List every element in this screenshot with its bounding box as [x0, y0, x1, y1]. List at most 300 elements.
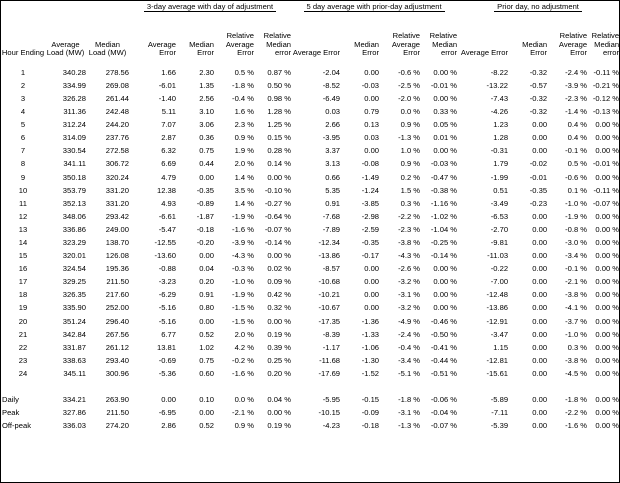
value-cell: -0.51 %: [430, 368, 458, 378]
value-cell: -0.1 %: [565, 146, 588, 156]
value-cell: -8.52: [322, 80, 341, 90]
value-cell: 0.00 %: [595, 224, 620, 234]
value-cell: -0.18: [196, 224, 214, 234]
table-row: [1, 92, 619, 105]
value-cell: -4.26: [490, 107, 509, 117]
value-cell: -0.01 %: [430, 80, 458, 90]
value-cell: 0.00: [161, 395, 176, 404]
value-cell: 0.03: [325, 107, 341, 117]
row-label-cell: 7: [20, 146, 26, 156]
value-cell: 0.00 %: [595, 355, 620, 365]
value-cell: -0.46 %: [430, 316, 458, 326]
value-cell: 126.08: [105, 251, 129, 261]
value-cell: -1.6 %: [232, 224, 254, 234]
value-cell: 242.48: [105, 107, 129, 117]
value-cell: 327.86: [62, 408, 86, 418]
value-cell: -2.2 %: [565, 408, 588, 418]
value-cell: 0.9 %: [234, 133, 254, 143]
value-cell: -0.06 %: [430, 395, 458, 404]
value-cell: -0.3 %: [232, 264, 254, 274]
value-cell: 4.93: [161, 198, 176, 208]
value-cell: -0.07 %: [430, 421, 458, 431]
value-cell: 323.29: [62, 237, 86, 247]
value-cell: 0.9 %: [400, 120, 421, 130]
header-hour-ending: Hour Ending: [1, 48, 45, 58]
value-cell: -4.3 %: [398, 251, 421, 261]
value-cell: -1.52: [361, 368, 380, 378]
value-cell: 263.90: [105, 395, 129, 404]
value-cell: 0.00 %: [433, 303, 458, 313]
row-label-cell: 19: [18, 303, 28, 313]
value-cell: -0.32: [529, 67, 548, 77]
value-cell: -0.41 %: [430, 342, 458, 352]
value-cell: -0.44 %: [430, 355, 458, 365]
value-cell: 1.4 %: [234, 198, 254, 208]
value-cell: 3.37: [325, 146, 341, 156]
value-cell: -0.23: [529, 198, 548, 208]
value-cell: 0.3 %: [567, 342, 588, 352]
header-relative-average-error-g1: Relative Average Error: [225, 30, 254, 58]
value-cell: 0.0 %: [400, 107, 421, 117]
value-cell: -0.01 %: [592, 159, 620, 169]
value-cell: -11.68: [319, 355, 341, 365]
value-cell: -3.8 %: [565, 290, 588, 300]
value-cell: -1.5 %: [232, 303, 254, 313]
value-cell: 0.51: [493, 185, 509, 195]
row-label-cell: 17: [18, 277, 28, 287]
value-cell: 320.24: [105, 172, 129, 182]
row-label-cell: 16: [18, 264, 28, 274]
value-cell: 5.11: [161, 107, 176, 117]
value-cell: -0.08: [361, 159, 380, 169]
value-cell: 0.00: [364, 146, 380, 156]
value-cell: 0.00 %: [595, 290, 620, 300]
row-label-cell: 11: [19, 198, 27, 208]
table-row: [1, 131, 619, 144]
value-cell: -0.69: [158, 355, 176, 365]
header-relative-median-error-g1: Relative Median error: [263, 30, 292, 58]
value-cell: -3.2 %: [398, 303, 421, 313]
value-cell: -5.39: [490, 421, 509, 431]
value-cell: -1.5 %: [232, 316, 254, 326]
value-cell: 353.79: [62, 185, 86, 195]
value-cell: 2.0 %: [234, 329, 254, 339]
value-cell: -0.03 %: [430, 159, 458, 169]
value-cell: -1.0 %: [565, 198, 588, 208]
value-cell: -2.04: [322, 67, 341, 77]
row-label-cell: 18: [18, 290, 28, 300]
row-label-cell: 13: [18, 224, 28, 234]
table-row: [1, 66, 619, 79]
value-cell: 0.00: [364, 290, 380, 300]
value-cell: -3.1 %: [398, 408, 421, 418]
value-cell: -0.8 %: [565, 224, 588, 234]
header-median-error-g3: Median Error: [522, 39, 548, 58]
value-cell: -0.03: [361, 80, 380, 90]
value-cell: 0.66: [325, 172, 341, 182]
value-cell: -0.32: [529, 93, 548, 103]
row-label-cell: 1: [20, 67, 26, 77]
value-cell: -10.21: [318, 290, 341, 300]
value-cell: -1.06: [361, 342, 380, 352]
value-cell: -0.01: [529, 172, 548, 182]
load-error-table: [1, 1, 619, 433]
value-cell: 320.01: [62, 251, 86, 261]
value-cell: 0.00: [364, 93, 380, 103]
value-cell: -0.64 %: [264, 211, 292, 221]
value-cell: 350.18: [62, 172, 86, 182]
value-cell: -1.33: [361, 329, 380, 339]
value-cell: 0.00: [364, 67, 380, 77]
value-cell: 0.03: [364, 133, 380, 143]
value-cell: 261.12: [105, 342, 129, 352]
value-cell: 334.21: [62, 395, 86, 404]
value-cell: -0.31: [490, 146, 509, 156]
value-cell: -0.4 %: [232, 93, 254, 103]
value-cell: -2.6 %: [398, 264, 421, 274]
value-cell: 0.19 %: [267, 329, 292, 339]
value-cell: 336.03: [62, 421, 86, 431]
value-cell: 348.06: [62, 211, 86, 221]
value-cell: 0.00 %: [595, 303, 620, 313]
value-cell: -2.4 %: [565, 67, 588, 77]
value-cell: 195.36: [105, 264, 129, 274]
value-cell: 300.96: [105, 368, 129, 378]
value-cell: -4.9 %: [398, 316, 421, 326]
value-cell: 324.54: [62, 264, 86, 274]
value-cell: -13.86: [486, 303, 509, 313]
value-cell: 0.00 %: [433, 93, 458, 103]
value-cell: 2.87: [161, 133, 176, 143]
value-cell: -12.91: [486, 316, 509, 326]
value-cell: 0.75: [199, 355, 214, 365]
value-cell: -0.50 %: [430, 329, 458, 339]
row-label-cell: 12: [18, 211, 28, 221]
value-cell: -1.9 %: [232, 290, 254, 300]
value-cell: 0.00: [364, 303, 380, 313]
value-cell: 1.28 %: [267, 107, 292, 117]
value-cell: 0.05 %: [433, 120, 458, 130]
summary-row: [1, 406, 619, 419]
value-cell: -3.8 %: [398, 237, 421, 247]
value-cell: 6.69: [161, 159, 176, 169]
value-cell: -0.10 %: [264, 185, 292, 195]
value-cell: 0.39 %: [267, 342, 292, 352]
value-cell: 352.13: [62, 198, 86, 208]
value-cell: 0.00: [532, 120, 548, 130]
value-cell: -4.1 %: [565, 303, 588, 313]
summary-row: [1, 393, 619, 406]
value-cell: -0.27 %: [264, 198, 292, 208]
value-cell: -2.5 %: [398, 80, 421, 90]
value-cell: 306.72: [105, 159, 129, 169]
value-cell: -0.35: [196, 185, 214, 195]
value-cell: -0.11 %: [593, 67, 620, 77]
value-cell: 0.00: [532, 251, 548, 261]
value-cell: -10.67: [318, 303, 341, 313]
value-cell: 1.4 %: [234, 172, 254, 182]
value-cell: 0.00: [532, 224, 548, 234]
value-cell: 0.80: [199, 303, 214, 313]
value-cell: -1.0 %: [565, 329, 588, 339]
row-label-cell: 22: [18, 342, 28, 352]
value-cell: 0.00: [532, 211, 548, 221]
value-cell: -3.95: [322, 133, 341, 143]
value-cell: -3.8 %: [565, 355, 588, 365]
row-label-cell: 8: [20, 159, 26, 169]
value-cell: -0.47 %: [430, 172, 458, 182]
value-cell: 1.79: [493, 159, 509, 169]
value-cell: 0.00 %: [595, 237, 620, 247]
value-cell: 12.38: [156, 185, 176, 195]
table-row: [1, 105, 619, 118]
value-cell: 0.01 %: [433, 133, 458, 143]
value-cell: -5.16: [158, 316, 176, 326]
value-cell: 0.00: [199, 408, 214, 418]
value-cell: -3.9 %: [232, 237, 254, 247]
value-cell: 330.54: [62, 146, 86, 156]
table-row: [1, 302, 619, 315]
value-cell: 0.15 %: [267, 133, 292, 143]
value-cell: -3.47: [490, 329, 509, 339]
value-cell: -5.16: [158, 303, 176, 313]
value-cell: -7.68: [322, 211, 341, 221]
value-cell: 0.2 %: [400, 172, 421, 182]
value-cell: -0.38 %: [430, 185, 458, 195]
header-average-error-g1: Average Error: [147, 39, 176, 58]
value-cell: 6.32: [161, 146, 176, 156]
value-cell: -0.35: [361, 237, 380, 247]
table-row: [1, 341, 619, 354]
value-cell: 0.00: [532, 264, 548, 274]
header-median-error-g1: Median Error: [189, 39, 214, 58]
row-label-cell: 10: [18, 185, 28, 195]
value-cell: 261.44: [105, 93, 129, 103]
value-cell: 0.33 %: [433, 107, 458, 117]
value-cell: -1.8 %: [232, 80, 254, 90]
value-cell: 338.63: [62, 355, 86, 365]
value-cell: 1.25 %: [267, 120, 292, 130]
value-cell: -3.85: [361, 198, 380, 208]
value-cell: 0.4 %: [567, 133, 588, 143]
value-cell: 0.00 %: [595, 172, 620, 182]
group-header-5day: 5 day average with prior-day adjustment: [291, 1, 457, 14]
row-label-cell: 4: [20, 107, 26, 117]
table-row: [1, 315, 619, 328]
table-row: [1, 145, 619, 158]
value-cell: -6.61: [158, 211, 176, 221]
column-header-row: [1, 14, 619, 61]
value-cell: 2.86: [161, 421, 176, 431]
header-relative-median-error-g2: Relative Median error: [429, 30, 458, 58]
value-cell: 0.00 %: [433, 277, 458, 287]
value-cell: -0.11 %: [593, 185, 620, 195]
value-cell: 331.20: [105, 198, 129, 208]
value-cell: 336.86: [62, 224, 86, 234]
value-cell: 0.00: [199, 316, 214, 326]
value-cell: 0.1 %: [567, 185, 588, 195]
value-cell: -0.32: [529, 107, 548, 117]
value-cell: -1.9 %: [565, 211, 588, 221]
value-cell: -0.25 %: [430, 237, 458, 247]
value-cell: -5.47: [158, 224, 176, 234]
value-cell: 0.00 %: [595, 133, 620, 143]
header-median-load: Median Load (MW): [88, 39, 127, 58]
value-cell: 0.4 %: [567, 120, 588, 130]
value-cell: -0.20: [196, 237, 214, 247]
value-cell: 5.35: [325, 185, 341, 195]
value-cell: -17.69: [318, 368, 341, 378]
value-cell: 335.90: [62, 303, 86, 313]
value-cell: -0.09: [361, 408, 380, 418]
value-cell: -3.9 %: [565, 80, 588, 90]
value-cell: -1.49: [361, 172, 380, 182]
value-cell: -12.34: [318, 237, 341, 247]
value-cell: 314.09: [62, 133, 86, 143]
value-cell: -2.4 %: [398, 329, 421, 339]
value-cell: -7.00: [490, 277, 509, 287]
value-cell: 351.24: [62, 316, 86, 326]
value-cell: -2.59: [361, 224, 380, 234]
value-cell: -0.57: [529, 80, 548, 90]
row-label-cell: 14: [18, 237, 28, 247]
value-cell: 2.3 %: [234, 120, 254, 130]
value-cell: 3.13: [325, 159, 341, 169]
value-cell: -1.3 %: [398, 421, 421, 431]
value-cell: 0.00: [532, 395, 548, 404]
table-row: [1, 223, 619, 236]
hourly-rows: [1, 66, 619, 380]
value-cell: 0.04 %: [267, 395, 292, 404]
value-cell: -15.61: [486, 368, 509, 378]
value-cell: 0.19 %: [267, 421, 292, 431]
value-cell: -12.55: [154, 237, 176, 247]
value-cell: 0.87 %: [267, 67, 292, 77]
value-cell: 0.60: [199, 368, 214, 378]
value-cell: 0.00 %: [595, 277, 620, 287]
value-cell: 272.58: [105, 146, 129, 156]
value-cell: -3.2 %: [398, 277, 421, 287]
value-cell: -3.1 %: [398, 290, 421, 300]
value-cell: 217.60: [105, 290, 129, 300]
value-cell: 0.00 %: [595, 408, 620, 418]
table-row: [1, 197, 619, 210]
value-cell: 329.25: [62, 277, 86, 287]
value-cell: 345.11: [63, 368, 86, 378]
header-relative-median-error-g3: Relative Median error: [591, 30, 620, 58]
value-cell: -0.21 %: [592, 80, 620, 90]
header-median-error-g2: Median Error: [354, 39, 380, 58]
row-label-cell: 23: [18, 355, 28, 365]
value-cell: -1.99: [490, 172, 509, 182]
value-cell: 1.0 %: [400, 146, 421, 156]
table-row: [1, 262, 619, 275]
value-cell: 0.3 %: [400, 198, 421, 208]
value-cell: 0.00: [532, 421, 548, 431]
value-cell: -8.39: [322, 329, 341, 339]
value-cell: -0.02: [529, 159, 548, 169]
row-label-cell: 6: [20, 133, 26, 143]
table-row: [1, 171, 619, 184]
value-cell: 0.00 %: [595, 329, 620, 339]
value-cell: -5.1 %: [398, 368, 421, 378]
summary-rows: [1, 393, 619, 432]
value-cell: -11.03: [487, 251, 509, 261]
header-average-load: Average Load (MW): [46, 39, 85, 58]
value-cell: -1.40: [158, 93, 176, 103]
value-cell: 3.10: [199, 107, 214, 117]
table-row: [1, 184, 619, 197]
value-cell: 0.44: [199, 159, 214, 169]
value-cell: 311.36: [63, 107, 86, 117]
value-cell: 0.00 %: [433, 67, 458, 77]
value-cell: -2.70: [490, 224, 509, 234]
row-label-cell: 5: [20, 120, 26, 130]
value-cell: -5.95: [322, 395, 341, 404]
value-cell: 1.28: [493, 133, 509, 143]
value-cell: 0.09 %: [267, 277, 292, 287]
value-cell: -4.5 %: [565, 368, 588, 378]
table-row: [1, 276, 619, 289]
value-cell: 0.20: [199, 277, 214, 287]
table-row: [1, 328, 619, 341]
value-cell: -5.36: [158, 368, 176, 378]
value-cell: -12.48: [486, 290, 509, 300]
value-cell: -3.4 %: [398, 355, 421, 365]
value-cell: -0.35: [529, 185, 548, 195]
value-cell: 0.02 %: [267, 264, 292, 274]
value-cell: 2.30: [199, 67, 214, 77]
value-cell: 0.00: [532, 355, 548, 365]
value-cell: -6.95: [158, 408, 176, 418]
value-cell: -1.87: [196, 211, 214, 221]
value-cell: 0.42 %: [267, 290, 292, 300]
value-cell: 237.76: [105, 133, 129, 143]
value-cell: 211.50: [106, 277, 129, 287]
value-cell: 0.00 %: [433, 264, 458, 274]
value-cell: -0.6 %: [398, 67, 421, 77]
value-cell: -1.0 %: [232, 277, 254, 287]
value-cell: 326.28: [62, 93, 86, 103]
value-cell: -6.49: [322, 93, 341, 103]
value-cell: -1.9 %: [232, 211, 254, 221]
value-cell: 0.50 %: [267, 80, 292, 90]
value-cell: -0.14 %: [430, 251, 458, 261]
value-cell: -0.4 %: [398, 342, 421, 352]
value-cell: 293.42: [105, 211, 129, 221]
value-cell: 1.6 %: [234, 107, 254, 117]
value-cell: -1.6 %: [565, 421, 588, 431]
value-cell: 0.79: [364, 107, 380, 117]
value-cell: 0.00 %: [595, 368, 620, 378]
group-header-prior-day: Prior day, no adjustment: [457, 1, 619, 14]
value-cell: -0.14 %: [264, 237, 292, 247]
value-cell: 0.75: [199, 146, 214, 156]
value-cell: 312.24: [62, 120, 86, 130]
value-cell: -3.0 %: [565, 237, 588, 247]
row-label-cell: 9: [20, 172, 26, 182]
value-cell: -4.3 %: [232, 251, 254, 261]
value-cell: -0.88: [158, 264, 176, 274]
value-cell: 4.79: [161, 172, 176, 182]
value-cell: -3.23: [158, 277, 176, 287]
value-cell: 211.50: [106, 408, 129, 418]
value-cell: 342.84: [62, 329, 86, 339]
value-cell: 0.00: [364, 264, 380, 274]
value-cell: 0.00 %: [595, 342, 620, 352]
value-cell: 331.20: [105, 185, 129, 195]
value-cell: -1.8 %: [565, 395, 588, 404]
